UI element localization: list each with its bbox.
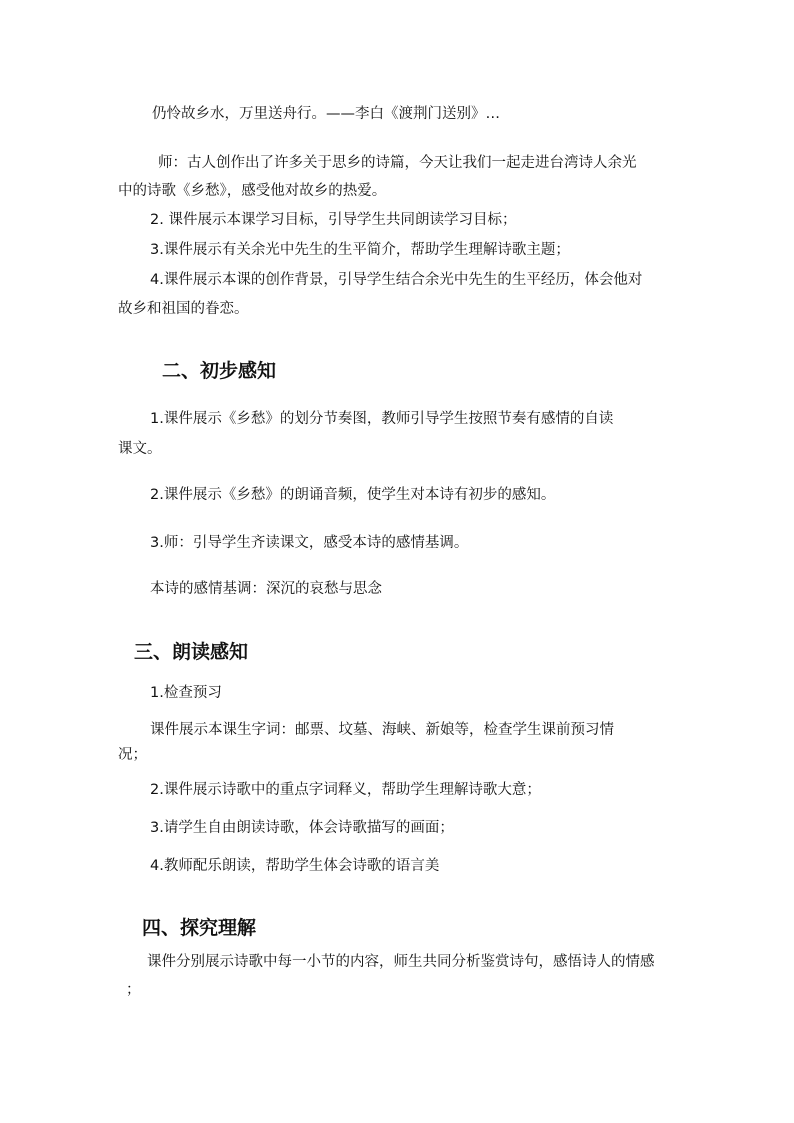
s3-item-2: 2.课件展示诗歌中的重点字词释义，帮助学生理解诗歌大意； xyxy=(150,782,541,798)
step-4-background-line-2: 故乡和祖国的眷恋。 xyxy=(118,301,249,317)
s3-vocab-line-1: 课件展示本课生字词：邮票、坟墓、海峡、新娘等，检查学生课前预习情 xyxy=(150,722,614,738)
step-4-background-line-1: 4.课件展示本课的创作背景，引导学生结合余光中先生的生平经历，体会他对 xyxy=(150,272,643,288)
s2-item-1-line-1: 1.课件展示《乡愁》的划分节奏图，教师引导学生按照节奏有感情的自读 xyxy=(150,411,614,427)
step-3-biography: 3.课件展示有关余光中先生的生平简介，帮助学生理解诗歌主题； xyxy=(150,242,570,258)
s3-item-4: 4.教师配乐朗读，帮助学生体会诗歌的语言美 xyxy=(150,858,440,874)
s2-item-1-line-2: 课文。 xyxy=(118,441,162,457)
s2-item-3: 3.师：引导学生齐读课文，感受本诗的感情基调。 xyxy=(150,535,469,551)
s3-item-3: 3.请学生自由朗读诗歌，体会诗歌描写的画面； xyxy=(150,820,454,836)
section-heading-2: 二、初步感知 xyxy=(162,360,277,382)
poem-quote-line: 仍怜故乡水，万里送舟行。——李白《渡荆门送别》… xyxy=(152,106,500,122)
intro-paragraph-line-2: 中的诗歌《乡愁》，感受他对故乡的热爱。 xyxy=(118,183,387,199)
s4-item-1-continuation: ； xyxy=(126,982,141,998)
section-heading-3: 三、朗读感知 xyxy=(134,641,249,663)
s4-item-1: 课件分别展示诗歌中每一小节的内容，师生共同分析鉴赏诗句，感悟诗人的情感 xyxy=(147,954,655,970)
s2-item-2: 2.课件展示《乡愁》的朗诵音频，使学生对本诗有初步的感知。 xyxy=(150,487,556,503)
s3-item-1: 1.检查预习 xyxy=(150,685,222,701)
section-heading-4: 四、探究理解 xyxy=(142,917,257,939)
intro-paragraph-line-1: 师：古人创作出了许多关于思乡的诗篇，今天让我们一起走进台湾诗人余光 xyxy=(158,155,637,171)
s2-emotional-tone: 本诗的感情基调：深沉的哀愁与思念 xyxy=(150,581,382,597)
step-2-objectives: 2. 课件展示本课学习目标，引导学生共同朗读学习目标； xyxy=(150,212,517,228)
s3-vocab-line-2: 况； xyxy=(118,747,147,763)
